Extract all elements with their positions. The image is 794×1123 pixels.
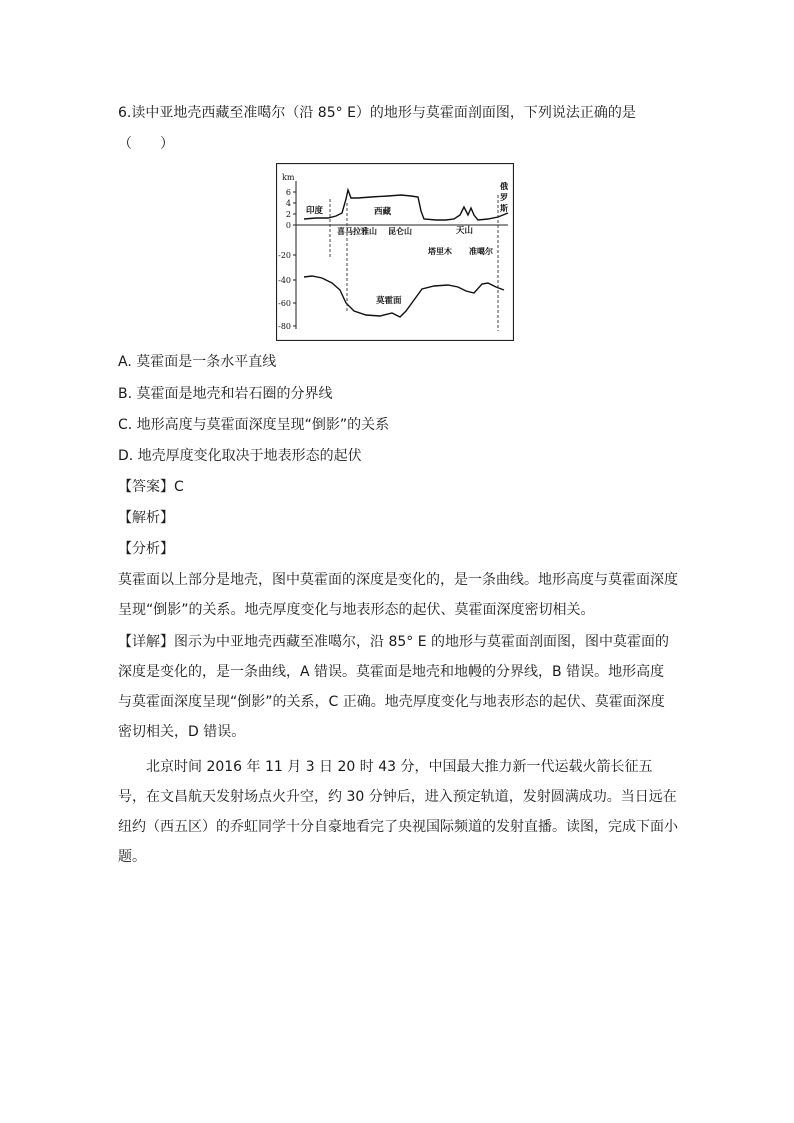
detail-body: 图示为中亚地壳西藏至准噶尔，沿 85° E 的地形与莫霍面剖面图，图中莫霍面的深度是变化的，是一条曲线，A 错误。莫霍面是地壳和地幔的分界线，B 错误。地形高度与莫霍面深度呈现“倒影”的关系，C 正确。地壳厚度变化与地表形态的起伏、莫霍面深度密切相关，D 错误。 — [118, 634, 670, 740]
label-tianshan: 天山 — [456, 226, 474, 236]
label-russia-2: 罗 — [500, 192, 508, 202]
y-tick-label: -60 — [278, 299, 291, 308]
label-russia-3: 斯 — [500, 203, 508, 213]
option-d: D. 地壳厚度变化取决于地表形态的起伏 — [118, 448, 362, 464]
label-moho: 莫霍面 — [376, 296, 402, 306]
label-tarim: 塔里木 — [428, 246, 452, 256]
analysis-heading: 【解析】 — [118, 510, 174, 526]
profile-diagram — [276, 163, 514, 341]
terrain-moho-profile-figure — [276, 163, 514, 341]
label-himalaya: 喜马拉雅山 — [337, 226, 377, 236]
option-b: B. 莫霍面是地壳和岩石圈的分界线 — [118, 386, 333, 402]
detail-block — [118, 627, 678, 747]
y-tick-label: 2 — [285, 210, 291, 219]
y-tick-label: -20 — [278, 251, 291, 260]
answer-bracket: （ ） — [118, 136, 174, 152]
y-tick-label: -80 — [278, 322, 291, 331]
label-tibet: 西藏 — [374, 207, 392, 217]
option-a: A. 莫霍面是一条水平直线 — [118, 354, 277, 370]
label-junggar: 准噶尔 — [469, 246, 493, 256]
fenxi-heading: 【分析】 — [118, 541, 174, 557]
label-kunlun: 昆仑山 — [388, 226, 412, 236]
y-tick-label: 0 — [285, 221, 291, 230]
y-tick-label: 4 — [285, 199, 291, 208]
option-c: C. 地形高度与莫霍面深度呈现“倒影”的关系 — [118, 417, 390, 433]
y-tick-label: -40 — [278, 276, 291, 285]
label-india: 印度 — [306, 206, 324, 216]
next-passage: 北京时间 2016 年 11 月 3 日 20 时 43 分，中国最大推力新一代运载火箭长征五号，在文昌航天发射场点火升空，约 30 分钟后，进入预定轨道，发射圆满成功。当日远在纽约（西五区）的乔虹同学十分自豪地看完了央视国际频道的发射直播。读图，完成下面小题。 — [118, 759, 678, 865]
label-russia-1: 俄 — [500, 181, 508, 191]
y-unit-label: km — [282, 173, 295, 182]
y-tick-label: 6 — [285, 188, 291, 197]
detail-heading: 【详解】 — [118, 634, 174, 650]
answer-line: 【答案】C — [118, 479, 184, 495]
fenxi-body: 莫霍面以上部分是地壳，图中莫霍面的深度是变化的，是一条曲线。地形高度与莫霍面深度呈现“倒影”的关系。地壳厚度变化与地表形态的起伏、莫霍面深度密切相关。 — [118, 572, 678, 618]
question-stem: 6.读中亚地壳西藏至准噶尔（沿 85° E）的地形与莫霍面剖面图，下列说法正确的是 — [118, 105, 636, 121]
